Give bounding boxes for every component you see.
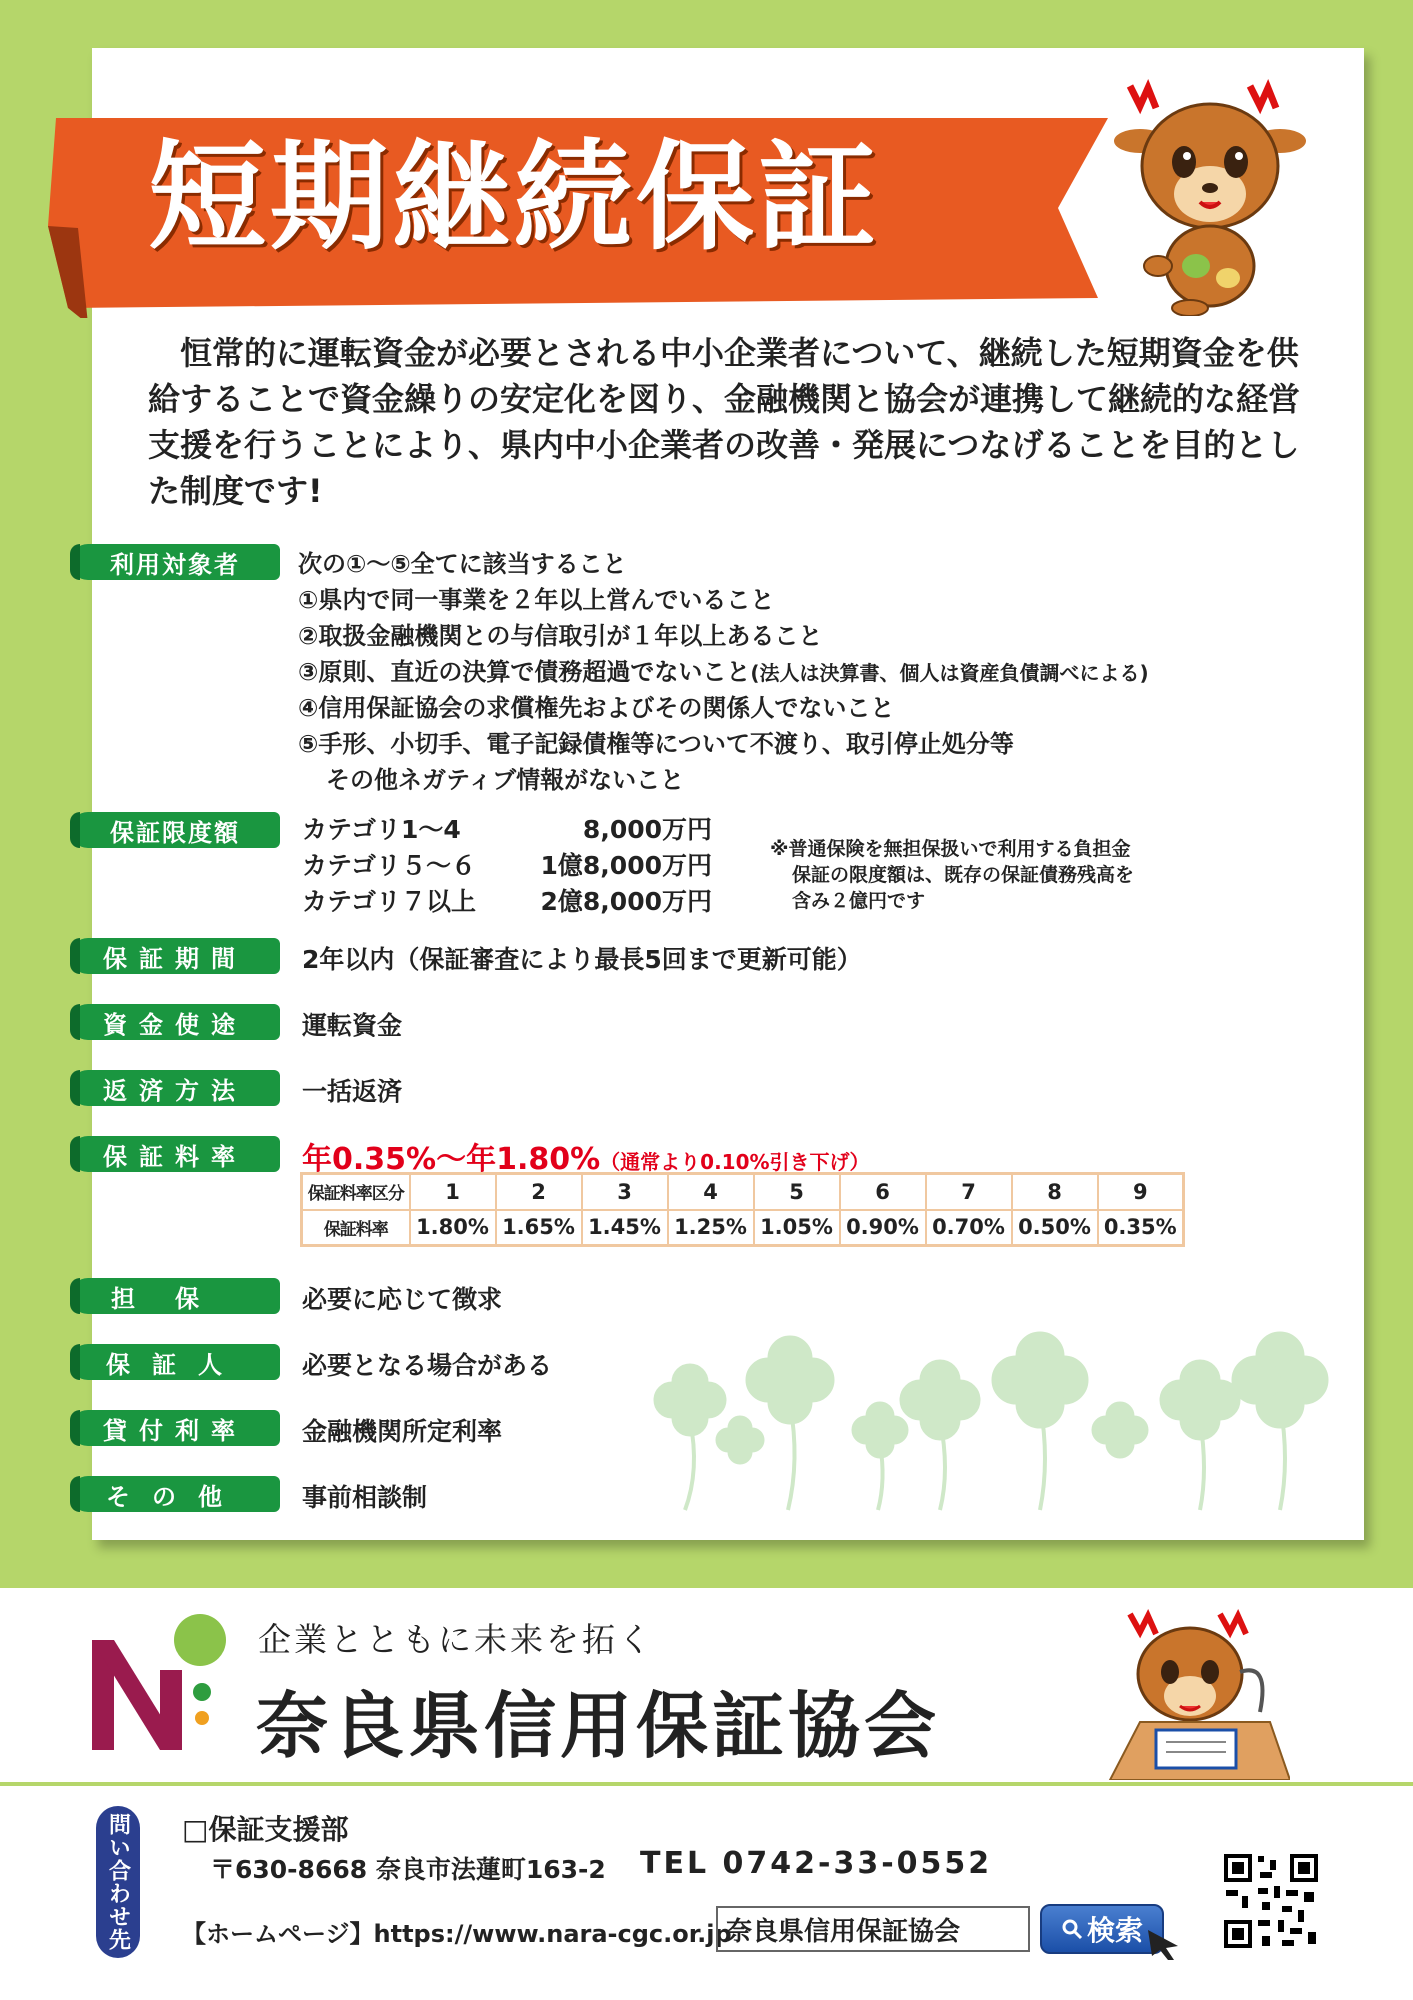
footnote-line: ※普通保険を無担保扱いで利用する負担金: [770, 838, 1131, 860]
fee-range: 年0.35%～年1.80%: [302, 1142, 601, 1177]
page-title: 短期継続保証: [148, 128, 881, 266]
limit-row: [302, 848, 712, 884]
tagline: 企業とともに未来を拓く: [258, 1620, 654, 1659]
fee-rate: 0.70%: [926, 1210, 1012, 1246]
label-limit: 保証限度額: [70, 812, 280, 848]
footnote-line: 保証の限度額は、既存の保証債務残高を: [792, 864, 1135, 886]
clover-decoration-icon: [640, 1320, 1330, 1520]
guarantor-value: 必要となる場合がある: [302, 1351, 553, 1380]
contact-tab: 問い合わせ先: [96, 1806, 140, 1958]
label-repay: 返済方法: [70, 1070, 280, 1106]
fee-class: 7: [926, 1174, 1012, 1210]
search-button-label: 検索: [1086, 1914, 1143, 1947]
fee-rate: 1.45%: [582, 1210, 668, 1246]
fee-table-header-row: [302, 1174, 1184, 1210]
label-usage: 資金使途: [70, 1004, 280, 1040]
fee-sub: （通常より0.10%引き下げ）: [600, 1150, 870, 1174]
limit-table: [302, 812, 712, 920]
search-icon: [1061, 1918, 1083, 1940]
collateral-value: 必要に応じて徴求: [302, 1285, 503, 1314]
fee-class: 6: [840, 1174, 926, 1210]
period-value: 2年以内（保証審査により最長5回まで更新可能）: [302, 945, 862, 974]
usage-value: 運転資金: [302, 1011, 403, 1040]
target-line-note: (法人は決算書、個人は資産負債調べによる): [750, 661, 1149, 685]
footnote-line: 含み２億円です: [792, 890, 926, 912]
label-period: 保証期間: [70, 938, 280, 974]
cursor-icon: [1148, 1930, 1184, 1960]
search-input[interactable]: 奈良県信用保証協会: [716, 1906, 1030, 1952]
fee-class: 3: [582, 1174, 668, 1210]
label-loan-rate: 貸付利率: [70, 1410, 280, 1446]
fee-table-header: 保証料率区分: [302, 1174, 410, 1210]
fee-class: 4: [668, 1174, 754, 1210]
limit-category: カテゴリ５～６: [302, 851, 477, 880]
loan-rate-value: 金融機関所定利率: [302, 1417, 503, 1446]
target-line-main: ③原則、直近の決算で債務超過でないこと: [298, 658, 751, 686]
fee-rate: 1.65%: [496, 1210, 582, 1246]
qr-code-icon[interactable]: [1222, 1852, 1320, 1950]
label-guarantor: 保証人: [70, 1344, 280, 1380]
fee-class: 8: [1012, 1174, 1098, 1210]
limit-category: カテゴリ1～4: [302, 815, 461, 844]
limit-footnote: [770, 836, 1134, 914]
limit-amount: 8,000万円: [582, 815, 712, 844]
label-target: 利用対象者: [70, 544, 280, 580]
limit-row: [302, 884, 712, 920]
fee-rate: 0.90%: [840, 1210, 926, 1246]
other-value: 事前相談制: [302, 1483, 428, 1512]
deer-mascot-icon: [1100, 66, 1320, 316]
limit-amount: 1億8,000万円: [540, 851, 712, 880]
fee-rate: 0.35%: [1098, 1210, 1184, 1246]
homepage-link[interactable]: 【ホームページ】https://www.nara-cgc.or.jp: [182, 1920, 732, 1948]
label-other: その他: [70, 1476, 280, 1512]
fee-class: 1: [410, 1174, 496, 1210]
fee-rate: 1.05%: [754, 1210, 840, 1246]
limit-category: カテゴリ７以上: [302, 887, 477, 916]
association-logo-icon: [92, 1610, 232, 1760]
department: □保証支援部: [182, 1813, 349, 1846]
repay-value: 一括返済: [302, 1077, 403, 1106]
target-line: ⑤手形、小切手、電子記録債権等について不渡り、取引停止処分等: [298, 730, 1014, 758]
fee-table-row-label: 保証料率: [302, 1210, 410, 1246]
fee-rate: 1.25%: [668, 1210, 754, 1246]
phone-number[interactable]: TEL 0742-33-0552: [640, 1846, 993, 1881]
fee-table-rate-row: [302, 1210, 1184, 1246]
target-line: ①県内で同一事業を２年以上営んでいること: [298, 586, 775, 614]
deer-phone-mascot-icon: [1100, 1602, 1290, 1780]
target-line: その他ネガティブ情報がないこと: [326, 766, 685, 794]
fee-class: 9: [1098, 1174, 1184, 1210]
search-button[interactable]: [1040, 1904, 1164, 1954]
label-fee: 保証料率: [70, 1136, 280, 1172]
title-banner: [48, 108, 1128, 318]
address: 〒630-8668 奈良市法蓮町163-2: [210, 1855, 606, 1884]
intro-text: 恒常的に運転資金が必要とされる中小企業者について、継続した短期資金を供給することで資金繰りの安定化を図り、金融機関と協会が連携して継続的な経営支援を行うことにより、県内中小企業者の改善・発展につなげることを目的とした制度です!: [148, 334, 1301, 510]
label-collateral: 担保: [70, 1278, 280, 1314]
fee-class: 2: [496, 1174, 582, 1210]
fee-rate: 0.50%: [1012, 1210, 1098, 1246]
limit-row: [302, 812, 712, 848]
limit-amount: 2億8,000万円: [540, 887, 712, 916]
target-line: [298, 652, 1149, 687]
target-line: 次の①～⑤全てに該当すること: [298, 550, 627, 578]
fee-class: 5: [754, 1174, 840, 1210]
target-line: ②取扱金融機関との与信取引が１年以上あること: [298, 622, 823, 650]
organization-name: 奈良県信用保証協会: [256, 1684, 941, 1768]
fee-rate: 1.80%: [410, 1210, 496, 1246]
fee-table: [300, 1172, 1185, 1247]
target-line: ④信用保証協会の求償権先およびその関係人でないこと: [298, 694, 895, 722]
